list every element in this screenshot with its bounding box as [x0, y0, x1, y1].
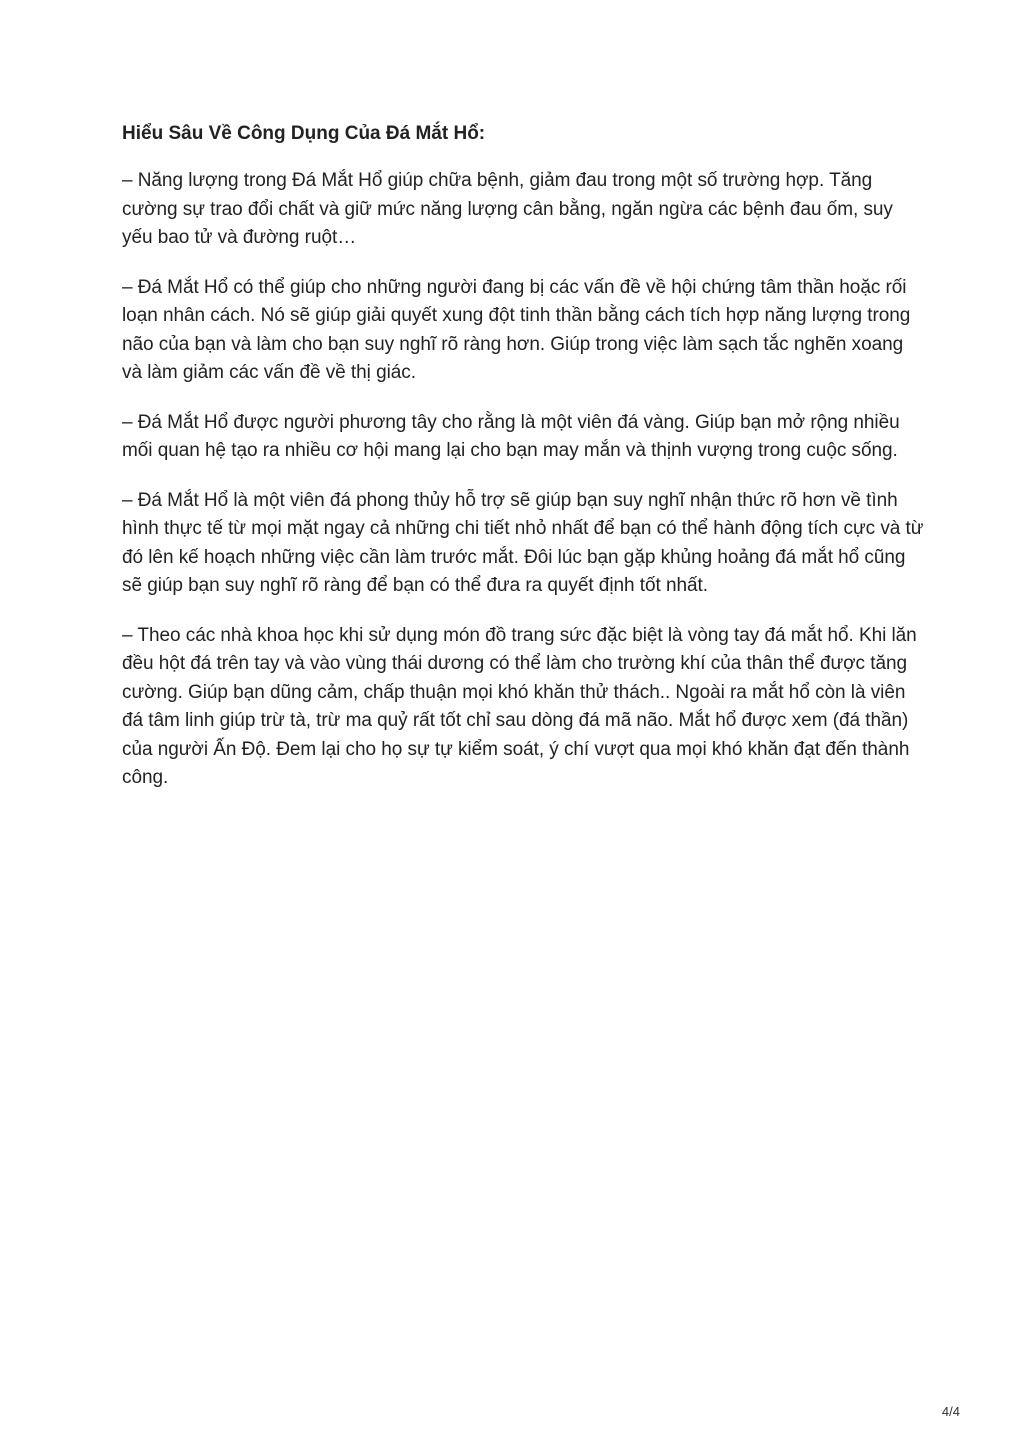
paragraph: – Đá Mắt Hổ được người phương tây cho rằng là một viên đá vàng. Giúp bạn mở rộng nhiều mối quan hệ tạo ra nhiều cơ hội mang lại cho bạn may mắn và thịnh vượng trong cuộc sống. [122, 411, 900, 461]
paragraph: – Theo các nhà khoa học khi sử dụng món đồ trang sức đặc biệt là vòng tay đá mắt hổ. Khi lăn đều hột đá trên tay và vào vùng thái dương có thể làm cho trường khí của thân thể được tăng cường. Giúp bạn dũng cảm, chấp thuận mọi khó khăn thử thách.. Ngoài ra mắt hổ còn là viên đá tâm linh giúp trừ tà, trừ ma quỷ rất tốt chỉ sau dòng đá mã não. Mắt hổ được xem (đá thần) của người Ấn Độ. Đem lại cho họ sự tự kiểm soát, ý chí vượt qua mọi khó khăn đạt đến thành công. [122, 624, 917, 788]
page-number: 4/4 [941, 1404, 960, 1419]
section-heading: Hiểu Sâu Về Công Dụng Của Đá Mắt Hổ: [122, 123, 486, 144]
document-body [122, 120, 927, 814]
paragraph: – Đá Mắt Hổ có thể giúp cho những người đang bị các vấn đề về hội chứng tâm thần hoặc rối loạn nhân cách. Nó sẽ giúp giải quyết xung đột tinh thần bằng cách tích hợp năng lượng trong não của bạn và làm cho bạn suy nghĩ rõ ràng hơn. Giúp trong việc làm sạch tắc nghẽn xoang và làm giảm các vấn đề về thị giác. [122, 276, 911, 383]
paragraph: – Năng lượng trong Đá Mắt Hổ giúp chữa bệnh, giảm đau trong một số trường hợp. Tăng cường sự trao đổi chất và giữ mức năng lượng cân bằng, ngăn ngừa các bệnh đau ốm, suy yếu bao tử và đường ruột… [122, 170, 893, 248]
paragraph: – Đá Mắt Hổ là một viên đá phong thủy hỗ trợ sẽ giúp bạn suy nghĩ nhận thức rõ hơn về tình hình thực tế từ mọi mặt ngay cả những chi tiết nhỏ nhất để bạn có thể hành động tích cực và từ đó lên kế hoạch những việc cần làm trước mắt. Đôi lúc bạn gặp khủng hoảng đá mắt hổ cũng sẽ giúp bạn suy nghĩ rõ ràng để bạn có thể đưa ra quyết định tốt nhất. [122, 489, 924, 596]
